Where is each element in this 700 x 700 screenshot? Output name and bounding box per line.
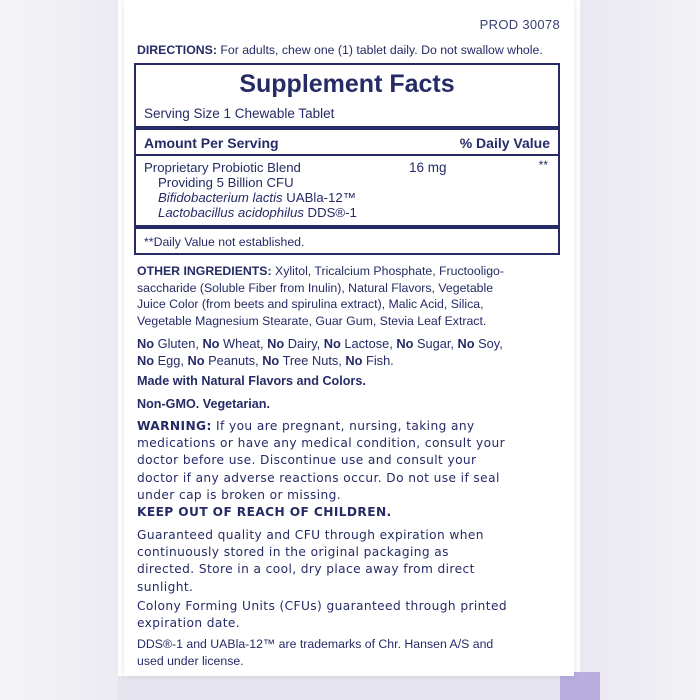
no-word: No [396,336,414,351]
lactobacillus-strain: DDS®-1 [303,205,357,220]
cfu-line: Colony Forming Units (CFUs) guaranteed through printed [137,599,507,613]
no-word: No [262,353,280,368]
product-code: PROD 30078 [479,17,560,32]
facts-divider-thick [136,126,558,130]
supplement-facts-title: Supplement Facts [239,70,455,98]
daily-value-header: % Daily Value [459,135,550,151]
amount-per-serving-header: Amount Per Serving [144,135,279,151]
package-left-side [0,0,118,700]
guarantee-line: directed. Store in a cool, dry place away from direct [137,562,475,577]
no-word: No [187,353,205,368]
allergen-gluten: Gluten, [154,336,203,351]
no-word: No [323,336,341,351]
guarantee-block [137,527,567,596]
allergen-lactose: Lactose, [340,336,397,351]
allergen-wheat: Wheat, [219,336,268,351]
other-ingredients [137,263,567,329]
warning-block [137,418,567,504]
warning-line: If you are pregnant, nursing, taking any [211,419,475,433]
label-panel [124,0,574,676]
bifidobacterium-strain: UABla-12™ [282,190,356,205]
other-ingredients-line: Juice Color (from beets and spirulina extract), Malic Acid, Silica, [137,297,484,311]
directions [137,43,567,58]
warning-label: WARNING: [137,419,212,433]
trademark-block [137,636,567,670]
other-ingredients-line: Xylitol, Tricalcium Phosphate, Fructooligo- [271,264,504,278]
warning-line: under cap is broken or missing. [137,487,342,502]
guarantee-line: sunlight. [137,579,194,594]
guarantee-line: continuously stored in the original packaging as [137,545,449,560]
non-gmo-statement: Non-GMO. Vegetarian. [137,397,270,411]
cfu-line: expiration date. [137,616,241,631]
warning-line: doctor if any adverse reactions occur. Do not use if seal [137,470,500,485]
other-ingredients-label: OTHER INGREDIENTS: [137,264,272,278]
other-ingredients-line: Vegetable Magnesium Stearate, Guar Gum, Stevia Leaf Extract. [137,313,487,328]
trademark-line: DDS®-1 and UABla-12™ are trademarks of Chr. Hansen A/S and [137,637,494,651]
package-purple-corner [560,672,600,700]
package-bottom-strip [118,676,580,700]
natural-flavors-statement: Made with Natural Flavors and Colors. [137,374,366,388]
ingredient-amount: 16 mg [409,160,447,175]
trademark-line: used under license. [137,654,244,668]
allergen-peanuts: Peanuts, [204,353,263,368]
allergen-statement [137,335,567,369]
no-word: No [267,336,285,351]
ingredient-daily-value: ** [538,158,548,172]
no-word: No [457,336,475,351]
directions-text: For adults, chew one (1) tablet daily. Do not swallow whole. [216,43,543,57]
lactobacillus-name: Lactobacillus acidophilus [158,205,304,220]
cfu-block [137,598,567,632]
no-word: No [137,353,155,368]
allergen-soy: Soy, [474,336,503,351]
allergen-egg: Egg, [154,353,188,368]
ingredient-sub-bifidobacterium [158,190,356,205]
facts-divider-thin [136,154,558,156]
serving-size: Serving Size 1 Chewable Tablet [144,106,335,121]
package-right-side [580,0,700,700]
allergen-dairy: Dairy, [284,336,324,351]
facts-divider-bottom [136,225,558,229]
directions-label: DIRECTIONS: [137,43,217,57]
guarantee-line: Guaranteed quality and CFU through expiration when [137,528,484,542]
warning-line: medications or have any medical condition, consult your [137,436,506,451]
other-ingredients-line: saccharide (Soluble Fiber from Inulin), Natural Flavors, Vegetable [137,280,494,295]
allergen-fish: Fish. [362,353,394,368]
supplement-facts-box [134,63,560,255]
ingredient-sub-cfu: Providing 5 Billion CFU [158,175,294,190]
ingredient-name: Proprietary Probiotic Blend [144,160,301,175]
ingredient-sub-lactobacillus [158,205,357,220]
bifidobacterium-name: Bifidobacterium lactis [158,190,283,205]
allergen-sugar: Sugar, [413,336,458,351]
no-word: No [137,336,155,351]
allergen-tree-nuts: Tree Nuts, [279,353,346,368]
no-word: No [345,353,363,368]
warning-line: doctor before use. Discontinue use and consult your [137,453,477,468]
keep-out-of-reach: KEEP OUT OF REACH OF CHILDREN. [137,505,392,519]
no-word: No [202,336,220,351]
facts-footnote: **Daily Value not established. [144,235,305,249]
